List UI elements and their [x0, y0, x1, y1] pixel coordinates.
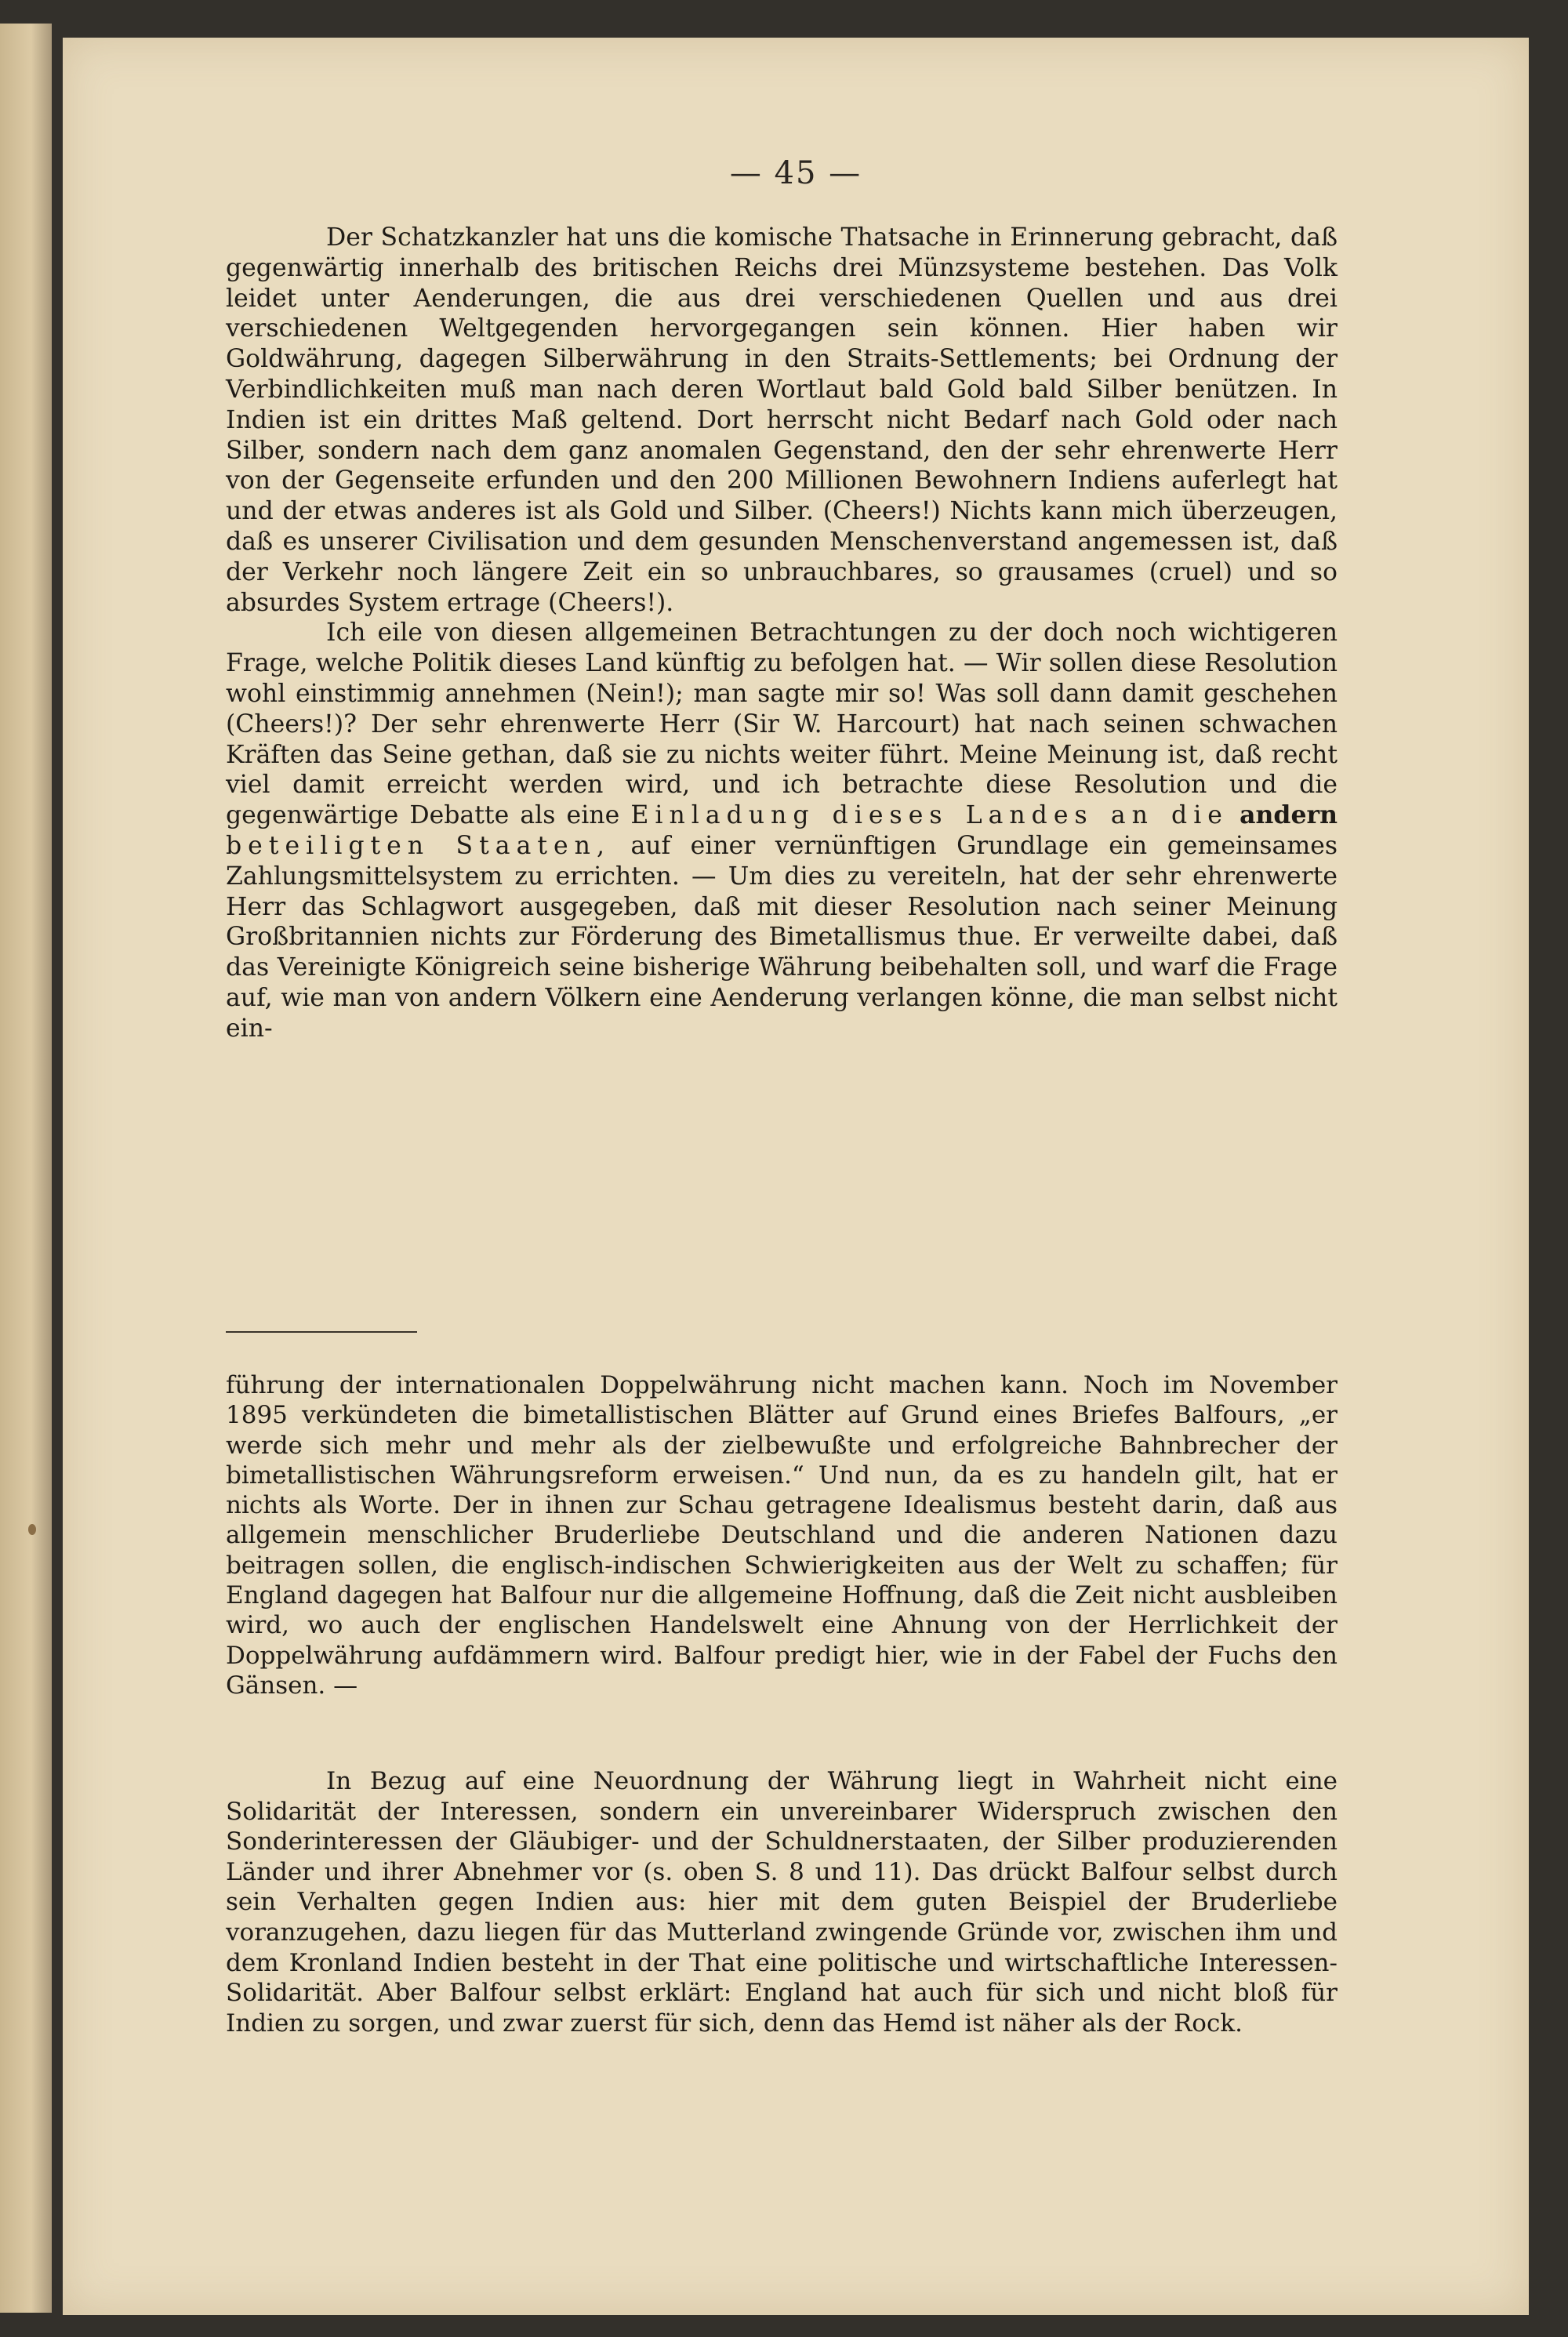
main-text	[226, 223, 1338, 1044]
previous-page-edge	[0, 24, 52, 2313]
footnote-text: führung der internationalen Doppelwährung nicht machen kann. Noch im November 1895 verkündeten die bimetallistischen Blätter auf Grund eines Briefes Balfours, „er werde sich mehr und mehr als der zielbewußte und erfolgreiche Bahnbrecher der bimetallistischen Währungsreform erweisen.“ Und nun, da es zu handeln gilt, hat er nichts als Worte. Der in ihnen zur Schau getragene Idealismus besteht darin, daß aus allgemein menschlicher Bruderliebe Deutschland und die anderen Nationen dazu beitragen sollen, die englisch-indischen Schwierigkeiten aus der Welt zu schaffen; für England dagegen hat Balfour nur die allgemeine Hoffnung, daß die Zeit nicht ausbleiben wird, wo auch der englischen Handelswelt eine Ahnung von der Herrlichkeit der Doppelwährung aufdämmern wird. Balfour predigt hier, wie in der Fabel der Fuchs den Gänsen. —	[226, 1371, 1338, 1700]
paragraph-1: Der Schatzkanzler hat uns die komische Thatsache in Erinnerung gebracht, daß gegenwärtig innerhalb des britischen Reichs drei Münzsysteme bestehen. Das Volk leidet unter Aenderungen, die aus drei verschiedenen Quellen und aus drei verschiedenen Weltgegenden hervorgegangen sein können. Hier haben wir Goldwährung, dagegen Silberwährung in den Straits-Settlements; bei Ordnung der Verbindlichkeiten muß man nach deren Wortlaut bald Gold bald Silber benützen. In Indien ist ein drittes Maß geltend. Dort herrscht nicht Bedarf nach Gold oder nach Silber, sondern nach dem ganz anomalen Gegenstand, den der sehr ehrenwerte Herr von der Gegenseite erfunden und den 200 Millionen Bewohnern Indiens auferlegt hat und der etwas anderes ist als Gold und Silber. (Cheers!) Nichts kann mich überzeugen, daß es unserer Civilisation und dem gesunden Menschenverstand angemessen ist, daß der Verkehr noch längere Zeit ein so unbrauchbares, so grausames (cruel) und so absurdes System ertrage (Cheers!).	[226, 223, 1338, 617]
closing-paragraph	[226, 1766, 1338, 2038]
book-page	[63, 38, 1529, 2315]
paragraph-2	[226, 618, 1338, 1043]
paragraph-2-text-b: auf einer vernünftigen Grundlage ein gemeinsames Zahlungsmittelsystem zu errichten. — Um dies zu vereiteln, hat der sehr ehrenwerte Herr das Schlagwort ausgegeben, daß mit dieser Resolution nach seiner Meinung Großbritannien nichts zur Förderung des Bimetallismus thue. Er verweilte dabei, daß das Vereinigte Königreich seine bisherige Währung beibehalten soll, und warf die Frage auf, wie man von andern Völkern eine Aenderung verlangen könne, die man selbst nicht ein-	[226, 831, 1338, 1043]
page-number: — 45 —	[729, 155, 862, 191]
footnote-rule	[226, 1331, 417, 1333]
emphasis-bold: andern	[1240, 800, 1338, 830]
emphasis-spaced-2: beteiligten Staaten,	[226, 831, 611, 860]
paragraph-2-text-a: Ich eile von diesen allgemeinen Betrachtungen zu der doch noch wichtigeren Frage, welche Politik dieses Land künftig zu befolgen hat. — Wir sollen diese Resolution wohl einstimmig annehmen (Nein!); man sagte mir so! Was soll dann damit geschehen (Cheers!)? Der sehr ehrenwerte Herr (Sir W. Harcourt) hat nach seinen schwachen Kräften das Seine gethan, daß sie zu nichts weiter führt. Meine Meinung ist, daß recht viel damit erreicht werden wird, und ich betrachte diese Resolution und die gegenwärtige Debatte als eine	[226, 619, 1338, 830]
emphasis-spaced-1: Einladung dieses Landes an die	[630, 801, 1229, 830]
footnote	[226, 1370, 1338, 1700]
binding-mark	[28, 1524, 36, 1535]
closing-paragraph-text: In Bezug auf eine Neuordnung der Währung liegt in Wahrheit nicht eine Solidarität der Interessen, sondern ein unvereinbarer Widerspruch zwischen den Sonderinteressen der Gläubiger- und der Schuldnerstaaten, der Silber produzierenden Länder und ihrer Abnehmer vor (s. oben S. 8 und 11). Das drückt Balfour selbst durch sein Verhalten gegen Indien aus: hier mit dem guten Beispiel der Bruderliebe voranzugehen, dazu liegen für das Mutterland zwingende Gründe vor, zwischen ihm und dem Kronland Indien besteht in der That eine politische und wirtschaftliche Interessen-Solidarität. Aber Balfour selbst erklärt: England hat auch für sich und nicht bloß für Indien zu sorgen, und zwar zuerst für sich, denn das Hemd ist näher als der Rock.	[226, 1767, 1338, 2038]
